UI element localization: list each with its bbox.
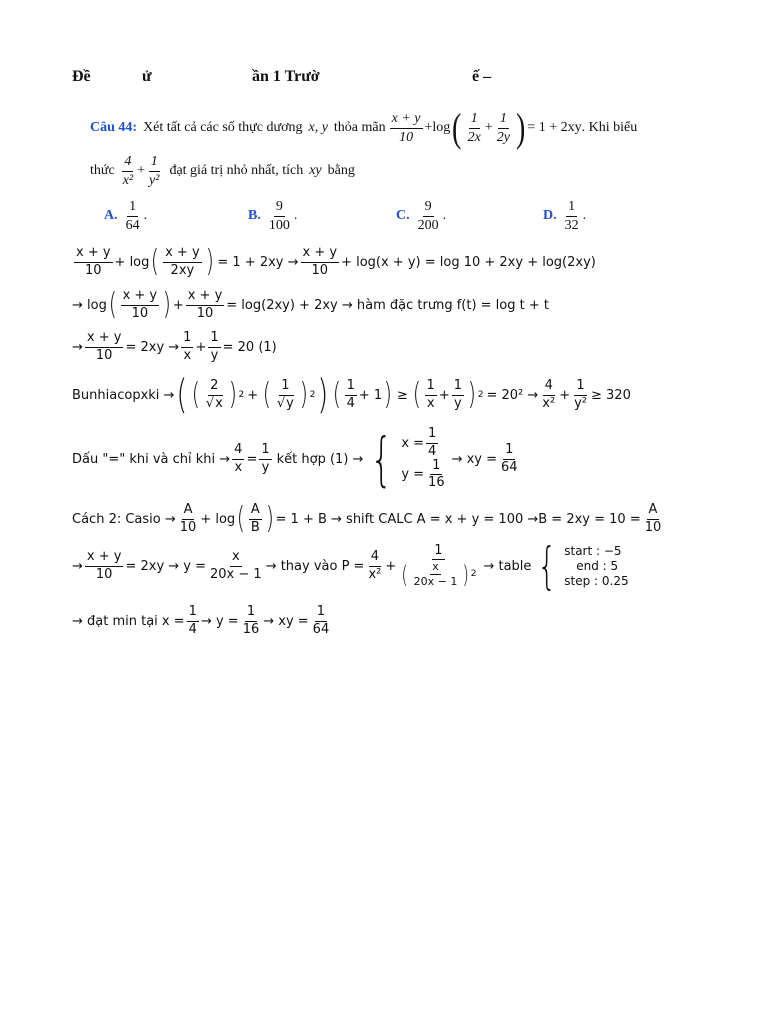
question-line-1: Câu 44: Xét tất cả các số thực dương x, y thỏa mãn $\frac{x + y}{10}$ + log ( $\frac{1}{2x}$ + $\frac{1}{2y}$ ) = 1 + 2xy . Khi biểu	[90, 105, 638, 150]
title-part-4: ế –	[472, 68, 492, 85]
question-text-2: thỏa mãn	[333, 120, 386, 135]
solution-line-4: Bunhiacopxki → ( ( $\frac{2}{√x}$ ) 2 + ( $\frac{1}{√y}$ ) 2 ) ( $\frac{1}{4}$ + 1 ) ≥ ( $\frac{1}{x}$ + $\frac{1}{y}$ ) 2 = 20² → $\frac{4}{\text{x²}}$ + $\frac{1}{\text{y²}}$ ≥ 320	[72, 372, 631, 418]
solution-line-5: Dấu "=" khi và chỉ khi → $\frac{4}{x}$ = $\frac{1}{y}$ kết hợp (1) → { x = $\frac{1}{4}$ y = $\frac{1}{16}$ → xy = $\frac{1}{64}$	[72, 425, 518, 493]
question-text-6: bằng	[327, 163, 355, 178]
table-settings: { start : −5 end : 5 step : 0.25	[537, 537, 629, 595]
condition-rhs: = 1 + 2xy	[527, 120, 582, 135]
option-d: D. $\frac{1}{32}$ .	[543, 199, 587, 233]
option-b: B. $\frac{9}{100}$ .	[248, 199, 298, 233]
option-a: A. $\frac{1}{64}$ .	[104, 199, 148, 233]
solution-line-6: Cách 2: Casio → $\frac{A}{10}$ + log ( $\frac{A}{B}$ ) = 1 + B → shift CALC A = x + y = 100 →B = 2xy = 10 = $\frac{A}{10}$	[72, 501, 662, 536]
fraction-1-over-2x: $\frac{1}{2x}$	[467, 111, 481, 145]
solution-line-7: → $\frac{x + y}{10}$ = 2xy → y = $\frac{x}{20x - 1}$ → thay vào P = $\frac{4}{\text{x²}}$ + 1 ( $\frac{x}{20x - 1}$ ) 2 → table { start : −5 end : 5 step : 0.25	[72, 537, 629, 595]
solution-line-2: → log ( $\frac{x + y}{10}$ ) + $\frac{x + y}{10}$ = log(2xy) + 2xy → hàm đặc trưng f(t) = log t + t	[72, 287, 549, 322]
title-part-2: ử	[142, 68, 152, 85]
title-part-1: Đề	[72, 68, 91, 85]
question-xy: xy	[309, 163, 322, 178]
document-title	[72, 68, 512, 92]
option-c: C. $\frac{9}{200}$ .	[396, 199, 447, 233]
question-text-3: . Khi biểu	[581, 120, 638, 135]
expr-fraction-4-over-x2: $\frac{4}{\text{x²}}$	[122, 154, 134, 188]
solution-line-8: → đạt min tại x = $\frac{1}{4}$ → y = $\frac{1}{16}$ → xy = $\frac{1}{64}$	[72, 604, 330, 637]
solution-line-3: → $\frac{x + y}{10}$ = 2xy → $\frac{1}{x}$ + $\frac{1}{y}$ = 20 (1)	[72, 330, 277, 363]
plus-sign: +	[424, 120, 433, 135]
expr-fraction-1-over-y2: $\frac{1}{\text{y²}}$	[149, 154, 160, 188]
log-label: log	[432, 120, 451, 135]
condition-fraction: $\frac{x + y}{10}$	[391, 111, 421, 145]
question-line-2: thức $\frac{4}{\text{x²}}$ + $\frac{1}{\text{y²}}$ đạt giá trị nhỏ nhất, tích xy bằng	[90, 154, 355, 188]
question-label: Câu 44:	[90, 120, 138, 135]
question-vars: x, y	[308, 120, 328, 135]
solution-line-1: $\frac{x + y}{10}$ + log ( $\frac{x + y}{2xy}$ ) = 1 + 2xy → $\frac{x + y}{10}$ + log(x + y) = log 10 + 2xy + log(2xy)	[76, 244, 596, 279]
question-text-4: thức	[90, 163, 115, 178]
equation-system: { x = $\frac{1}{4}$ y = $\frac{1}{16}$	[370, 425, 445, 493]
question-text-5: đạt giá trị nhỏ nhất, tích	[169, 163, 304, 178]
fraction-1-over-2y: $\frac{1}{2y}$	[496, 111, 510, 145]
question-text-1: Xét tất cả các số thực dương	[143, 120, 303, 135]
title-part-3: ần 1 Trườ	[252, 68, 320, 85]
